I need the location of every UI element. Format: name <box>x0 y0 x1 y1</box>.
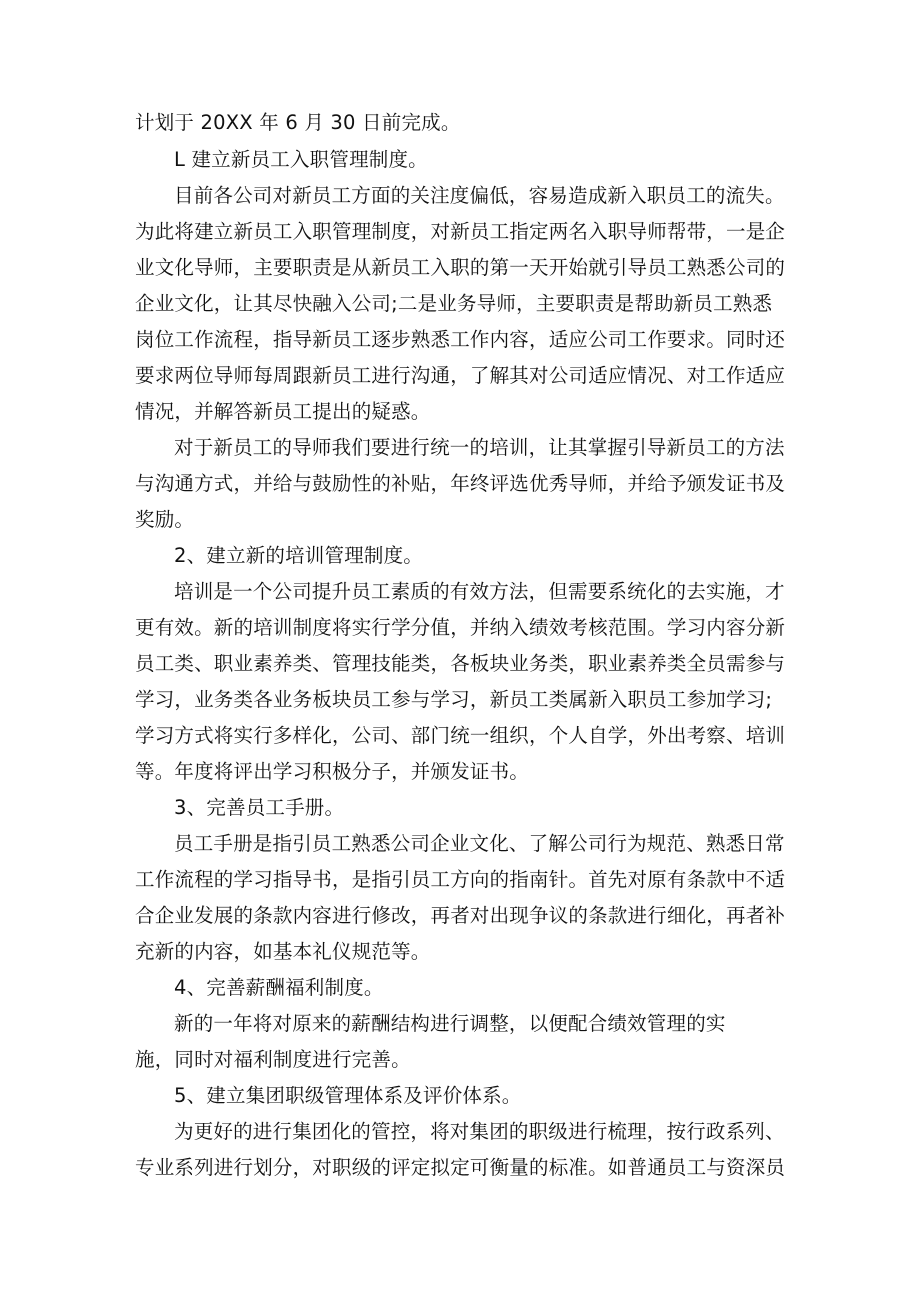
text-line: 奖励。 <box>135 508 195 531</box>
text-line: 培训是一个公司提升员工素质的有效方法，但需要系统化的去实施，才 <box>174 580 785 603</box>
text-line: 学习，业务类各业务板块员工参与学习，新员工类属新入职员工参加学习; <box>135 688 773 711</box>
section-heading: 3、完善员工手册。 <box>174 796 345 819</box>
text-line: 专业系列进行划分，对职级的评定拟定可衡量的标准。如普通员工与资深员 <box>135 1156 786 1179</box>
text-line: 计划于 20XX 年 6 月 30 日前完成。 <box>135 111 461 134</box>
text-line: 要求两位导师每周跟新员工进行沟通，了解其对公司适应情况、对工作适应 <box>135 364 786 387</box>
text-line: 对于新员工的导师我们要进行统一的培训，让其掌握引导新员工的方法 <box>174 436 785 459</box>
text-line: 新的一年将对原来的薪酬结构进行调整，以便配合绩效管理的实 <box>174 1012 726 1035</box>
text-line: 岗位工作流程，指导新员工逐步熟悉工作内容，适应公司工作要求。同时还 <box>135 328 786 351</box>
section-heading: 2、建立新的培训管理制度。 <box>174 544 424 567</box>
text-line: 目前各公司对新员工方面的关注度偏低，容易造成新入职员工的流失。 <box>174 184 785 207</box>
section-heading: L 建立新员工入职管理制度。 <box>174 148 428 171</box>
text-line: 更有效。新的培训制度将实行学分值，并纳入绩效考核范围。学习内容分新 <box>135 616 786 639</box>
text-line: 为此将建立新员工入职管理制度，对新员工指定两名入职导师帮带，一是企 <box>135 220 786 243</box>
text-line: 情况，并解答新员工提出的疑惑。 <box>135 400 431 423</box>
text-line: 学习方式将实行多样化，公司、部门统一组织，个人自学，外出考察、培训 <box>135 724 786 747</box>
section-heading: 5、建立集团职级管理体系及评价体系。 <box>174 1084 522 1107</box>
text-line: 为更好的进行集团化的管控，将对集团的职级进行梳理，按行政系列、 <box>174 1120 785 1143</box>
section-heading: 4、完善薪酬福利制度。 <box>174 976 384 999</box>
text-line: 企业文化，让其尽快融入公司;二是业务导师，主要职责是帮助新员工熟悉 <box>135 292 773 315</box>
text-line: 施，同时对福利制度进行完善。 <box>135 1048 411 1071</box>
text-line: 业文化导师，主要职责是从新员工入职的第一天开始就引导员工熟悉公司的 <box>135 256 786 279</box>
text-line: 与沟通方式，并给与鼓励性的补贴，年终评选优秀导师，并给予颁发证书及 <box>135 472 786 495</box>
text-line: 等。年度将评出学习积极分子，并颁发证书。 <box>135 760 530 783</box>
text-line: 员工类、职业素养类、管理技能类，各板块业务类，职业素养类全员需参与 <box>135 652 786 675</box>
text-line: 员工手册是指引员工熟悉公司企业文化、了解公司行为规范、熟悉日常 <box>174 832 785 855</box>
text-line: 工作流程的学习指导书，是指引员工方向的指南针。首先对原有条款中不适 <box>135 868 786 891</box>
text-line: 合企业发展的条款内容进行修改，再者对出现争议的条款进行细化，再者补 <box>135 904 786 927</box>
text-line: 充新的内容，如基本礼仪规范等。 <box>135 940 431 963</box>
